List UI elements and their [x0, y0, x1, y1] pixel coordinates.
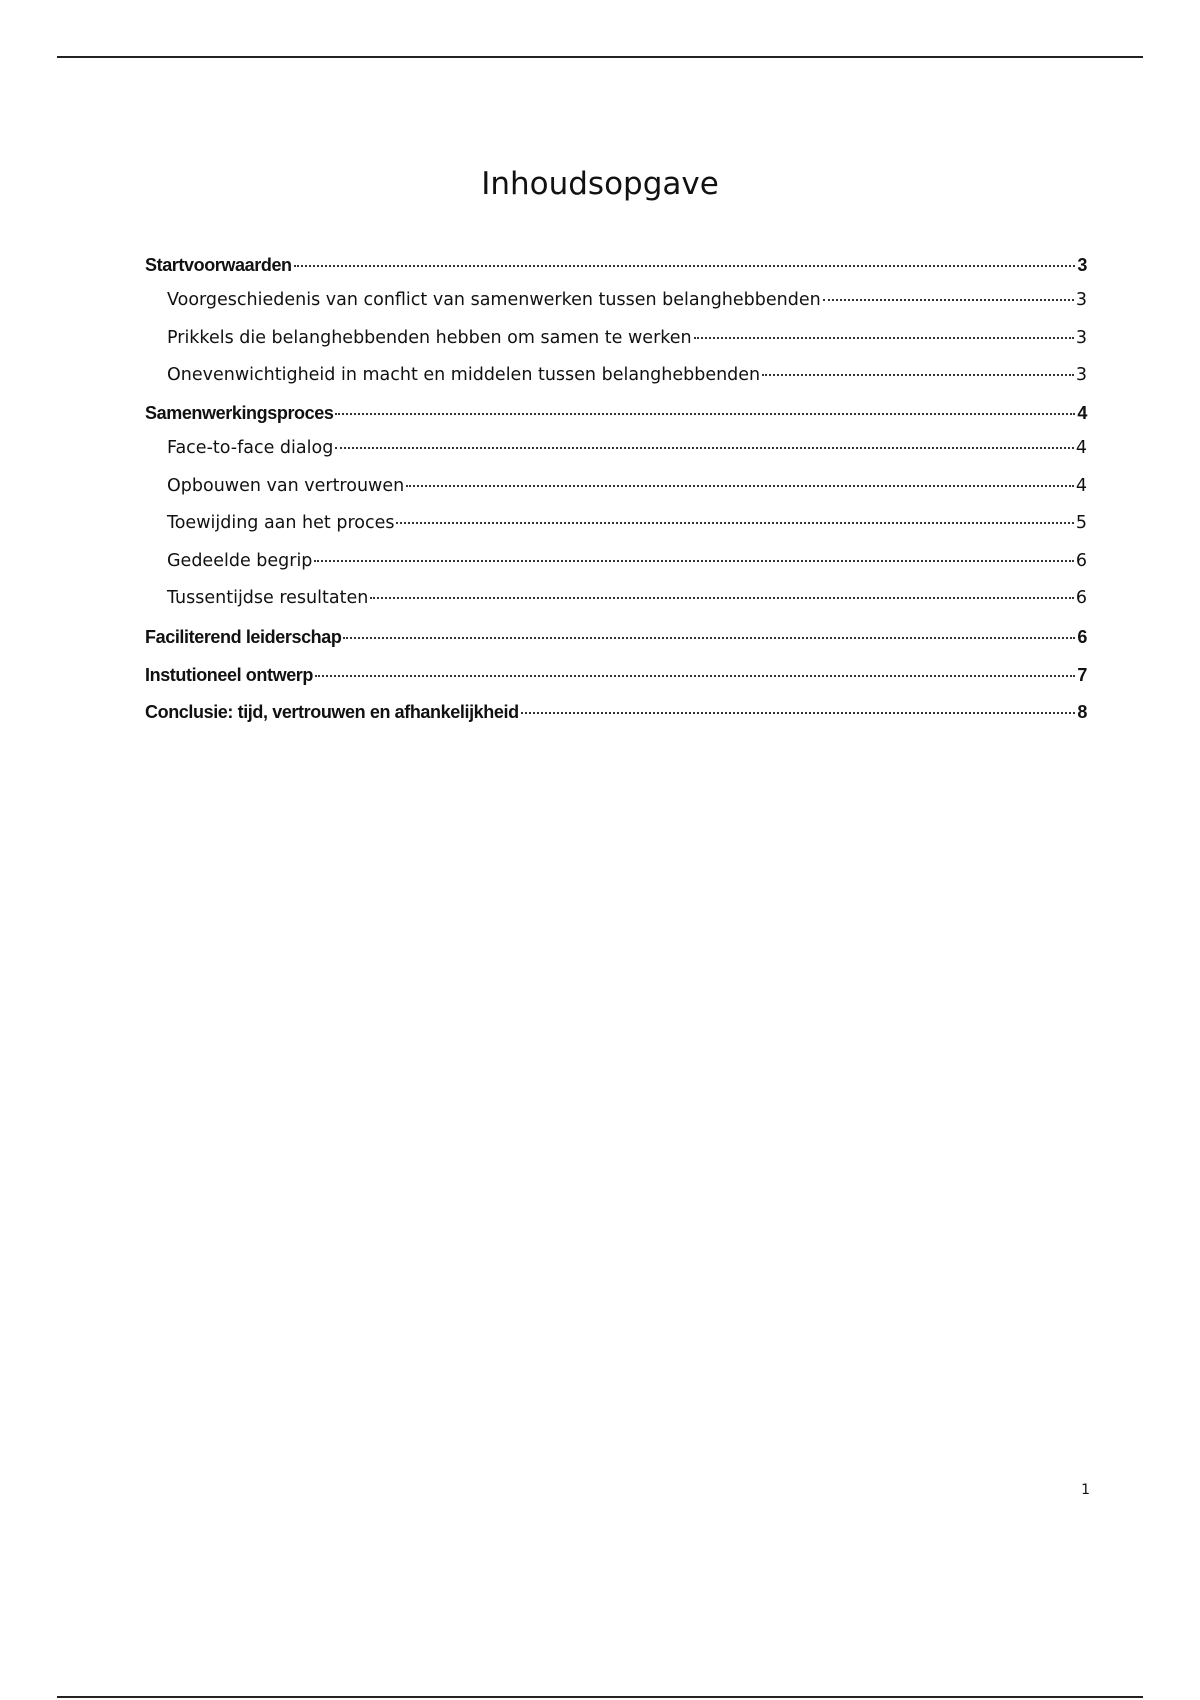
toc-leader: [406, 485, 1074, 487]
toc-entry-text: Toewijding aan het proces: [167, 513, 395, 533]
toc-entry-text: Conclusie: tijd, vertrouwen en afhankelijkheid: [145, 702, 519, 722]
toc-entry-instutioneel-ontwerp[interactable]: [145, 665, 1087, 686]
toc-entry-gedeelde-begrip[interactable]: [145, 551, 1087, 571]
toc-leader: [335, 413, 1075, 415]
toc-leader: [314, 560, 1073, 562]
toc-entry-samenwerkingsproces[interactable]: [145, 403, 1087, 424]
toc-entry-page: 6: [1077, 627, 1087, 647]
toc-leader: [521, 712, 1076, 714]
toc-leader: [315, 675, 1075, 677]
toc-leader: [762, 374, 1074, 376]
toc-entry-page: 3: [1075, 290, 1087, 310]
toc-entry-text: Gedeelde begrip: [167, 551, 313, 571]
toc-entry-opbouwen-van-vertrouwen[interactable]: [145, 476, 1087, 496]
toc-entry-voorgeschiedenis[interactable]: [145, 290, 1087, 310]
toc-entry-text: Voorgeschiedenis van conflict van samenwerken tussen belanghebbenden: [167, 290, 821, 310]
footer-rule: [57, 1696, 1143, 1698]
toc-entry-onevenwichtigheid[interactable]: [145, 365, 1087, 385]
toc-leader: [294, 265, 1076, 267]
toc-entry-toewijding-aan-het-proces[interactable]: [145, 513, 1087, 533]
toc-entry-conclusie[interactable]: [145, 702, 1087, 723]
toc-entry-startvoorwaarden[interactable]: [145, 255, 1087, 276]
toc-entry-text: Face-to-face dialog: [167, 438, 334, 458]
toc-entry-text: Prikkels die belanghebbenden hebben om samen te werken: [167, 328, 692, 348]
toc-leader: [694, 337, 1074, 339]
toc-leader: [335, 447, 1074, 449]
toc-entry-text: Faciliterend leiderschap: [145, 627, 342, 647]
toc-entry-page: 8: [1077, 702, 1087, 722]
toc-entry-text: Onevenwichtigheid in macht en middelen tussen belanghebbenden: [167, 365, 761, 385]
toc-entry-page: 6: [1075, 588, 1087, 608]
toc-entry-page: 5: [1075, 513, 1087, 533]
toc-entry-text: Samenwerkingsproces: [145, 403, 334, 423]
toc-entry-page: 7: [1077, 665, 1087, 685]
toc-entry-text: Instutioneel ontwerp: [145, 665, 314, 685]
toc-entry-prikkels[interactable]: [145, 328, 1087, 348]
toc-entry-face-to-face-dialog[interactable]: [145, 438, 1087, 458]
toc-leader: [370, 597, 1074, 599]
toc-entry-text: Tussentijdse resultaten: [167, 588, 369, 608]
toc-entry-page: 3: [1075, 328, 1087, 348]
toc-entry-text: Opbouwen van vertrouwen: [167, 476, 405, 496]
toc-entry-page: 4: [1077, 403, 1087, 423]
toc-entry-page: 4: [1075, 476, 1087, 496]
toc-entry-page: 3: [1075, 365, 1087, 385]
toc-leader: [823, 299, 1074, 301]
header-rule: [57, 56, 1143, 58]
toc-leader: [396, 522, 1073, 524]
toc-entry-tussentijdse-resultaten[interactable]: [145, 588, 1087, 608]
toc-entry-page: 4: [1075, 438, 1087, 458]
toc-entry-page: 3: [1077, 255, 1087, 275]
toc-entry-faciliterend-leiderschap[interactable]: [145, 627, 1087, 648]
page-number: 1: [1081, 1482, 1090, 1498]
toc-entry-page: 6: [1075, 551, 1087, 571]
page-title: Inhoudsopgave: [481, 166, 719, 202]
toc-entry-text: Startvoorwaarden: [145, 255, 292, 275]
toc-leader: [343, 637, 1075, 639]
